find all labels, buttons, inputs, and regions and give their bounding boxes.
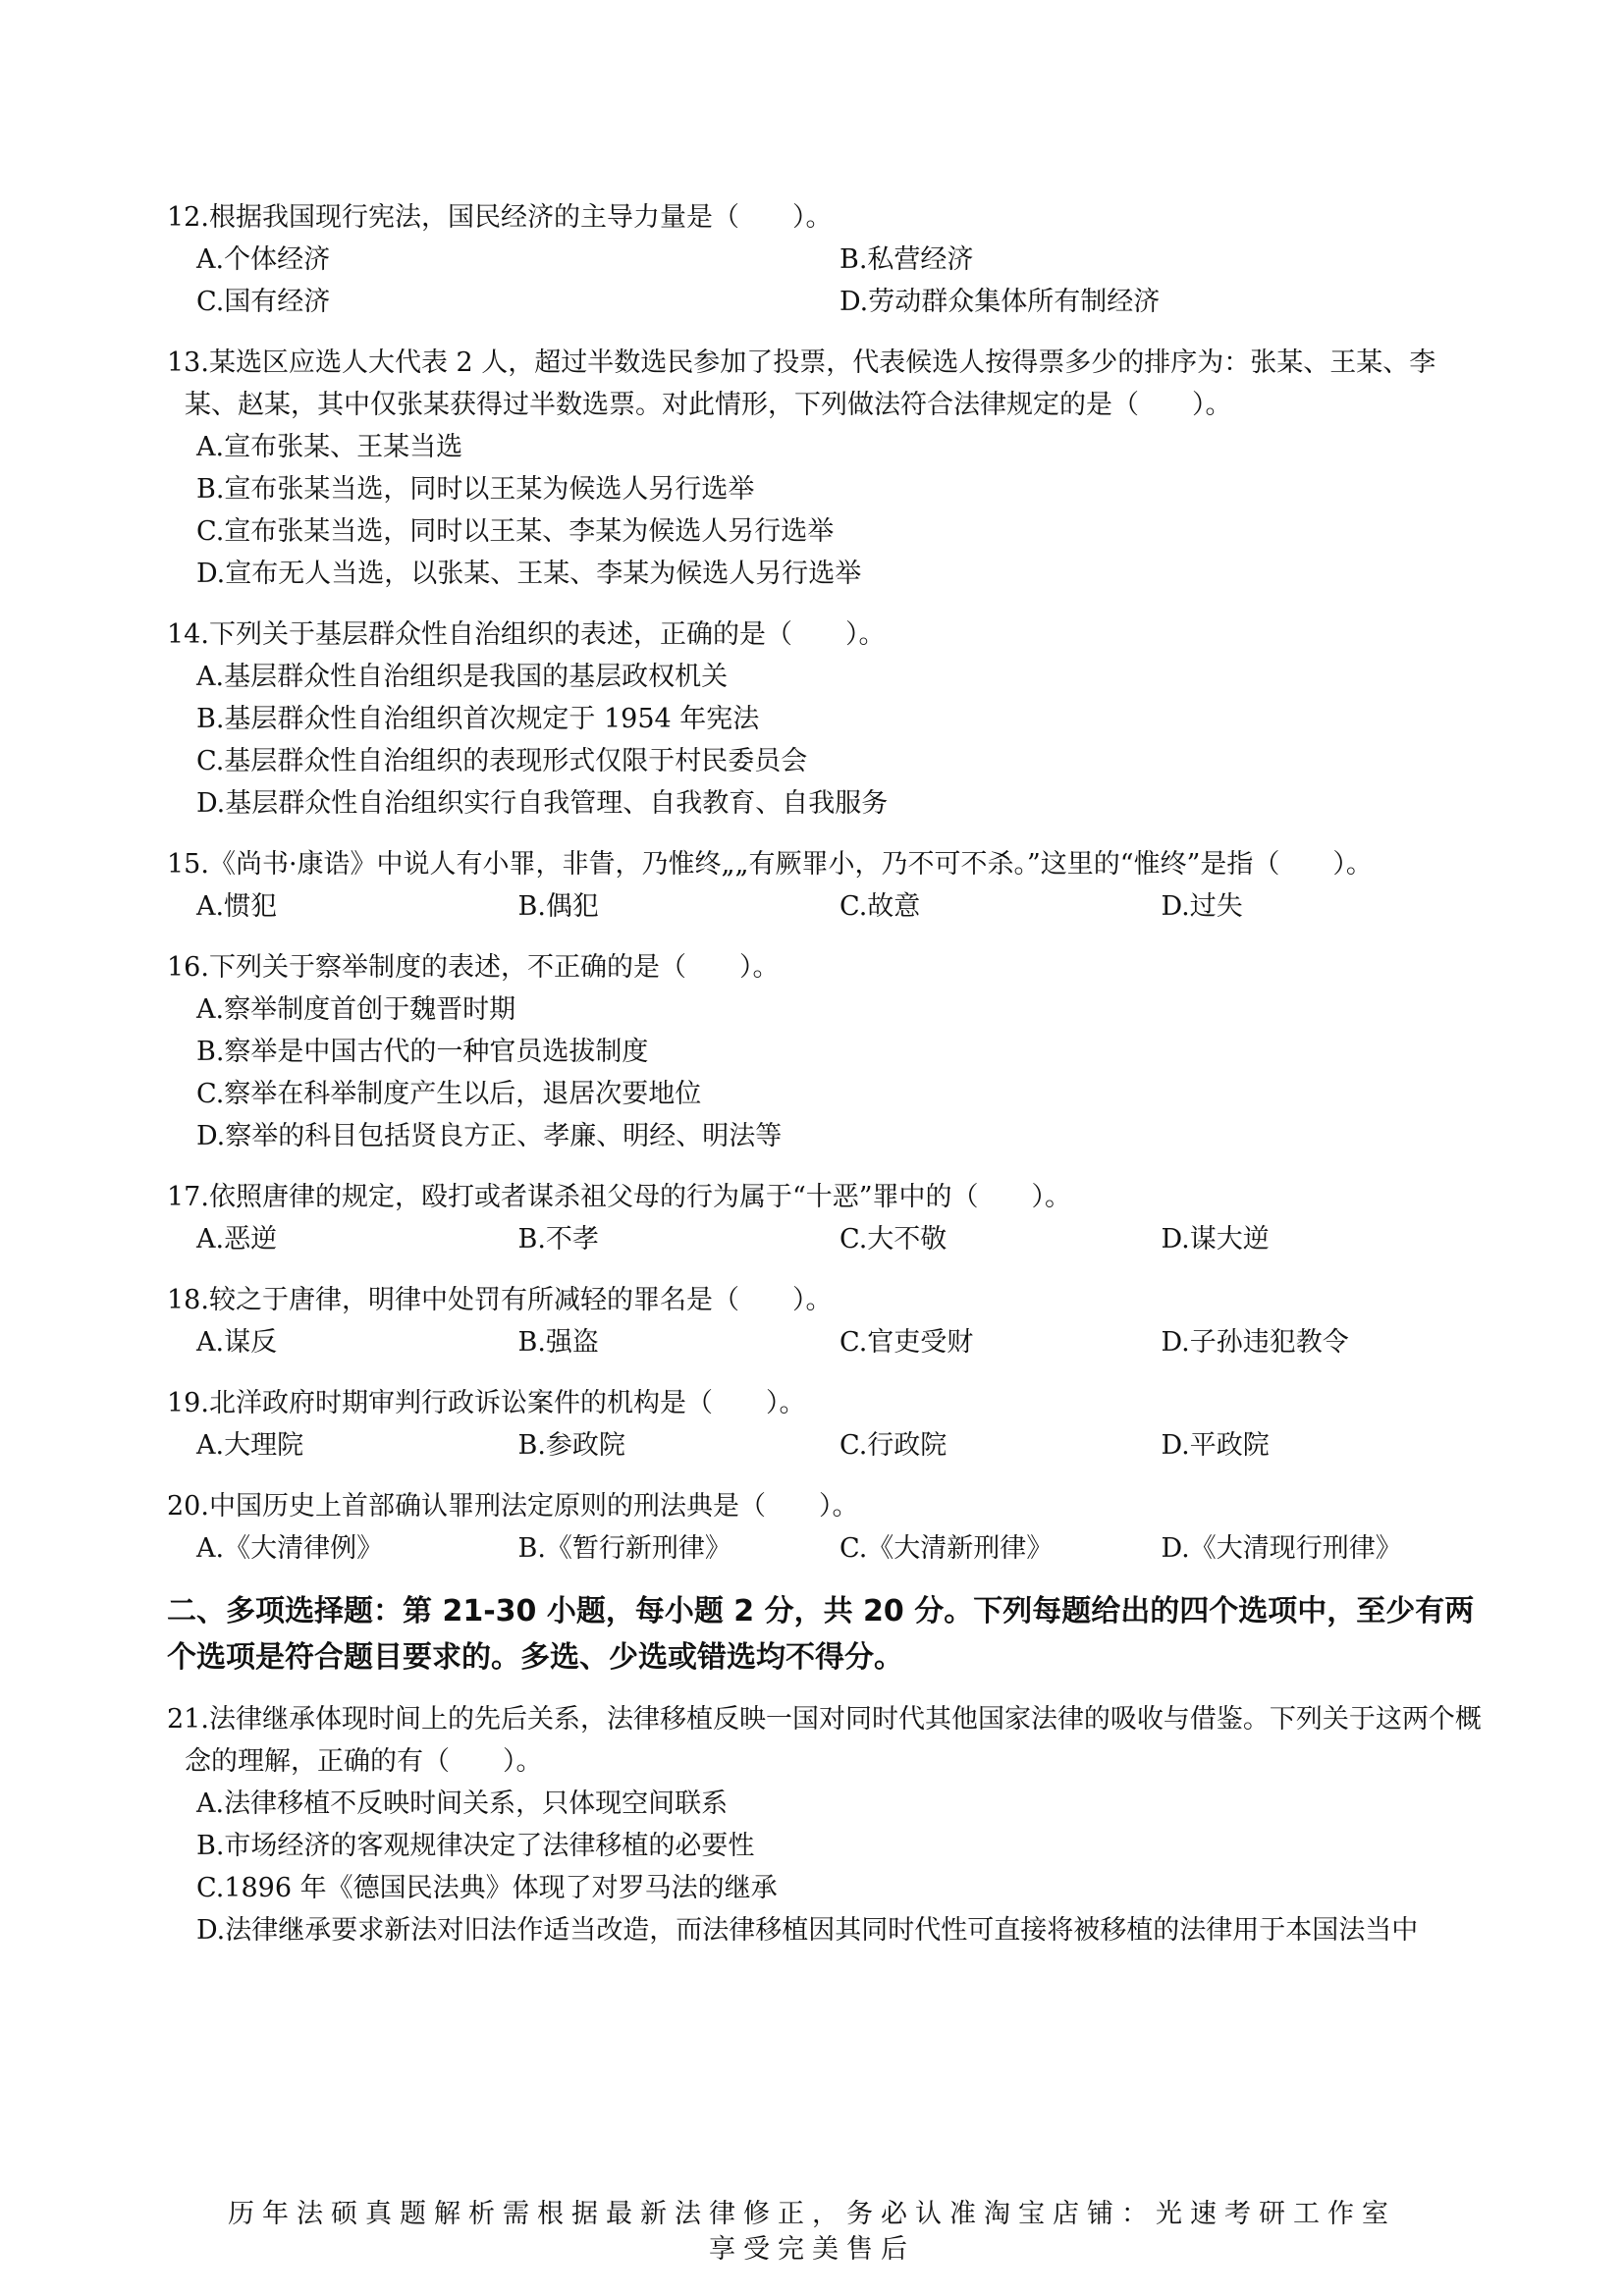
exam-content <box>167 196 1483 1970</box>
option-c: C.1896 年《德国民法典》体现了对罗马法的继承 <box>196 1873 778 1903</box>
section-title: 二、多项选择题：第 21-30 小题，每小题 2 分，共 20 分。下列每题给出的四个选项中，至少有两个选项是符合题目要求的。多选、少选或错选均不得分。 <box>167 1594 1475 1675</box>
option-c: C.官吏受财 <box>839 1327 974 1358</box>
option-b: B.市场经济的客观规律决定了法律移植的必要性 <box>196 1831 755 1861</box>
option-d: D.基层群众性自治组织实行自我管理、自我教育、自我服务 <box>196 788 889 819</box>
option-c: C.察举在科举制度产生以后，退居次要地位 <box>196 1079 702 1109</box>
question-stem: 16.下列关于察举制度的表述，不正确的是（ ）。 <box>167 952 780 983</box>
question-stem: 19.北洋政府时期审判行政诉讼案件的机构是（ ）。 <box>167 1388 806 1418</box>
question-19 <box>167 1382 1483 1467</box>
option-d: D.子孙违犯教令 <box>1161 1327 1349 1358</box>
question-stem: 18.较之于唐律，明律中处罚有所减轻的罪名是（ ）。 <box>167 1285 833 1315</box>
option-c: C.基层群众性自治组织的表现形式仅限于村民委员会 <box>196 746 808 776</box>
question-20 <box>167 1485 1483 1570</box>
option-a: A.察举制度首创于魏晋时期 <box>196 994 516 1025</box>
option-d: D.谋大逆 <box>1161 1224 1270 1255</box>
option-b: B.不孝 <box>517 1224 599 1255</box>
option-a: A.惯犯 <box>196 891 278 922</box>
question-stem: 20.中国历史上首部确认罪刑法定原则的刑法典是（ ）。 <box>167 1491 859 1522</box>
option-b: B.察举是中国古代的一种官员选拔制度 <box>196 1037 649 1067</box>
option-c: C.国有经济 <box>196 287 331 317</box>
question-18 <box>167 1279 1483 1363</box>
option-a: A.《大清律例》 <box>196 1533 384 1564</box>
option-d: D.宣布无人当选，以张某、王某、李某为候选人另行选举 <box>196 559 862 589</box>
option-d: D.劳动群众集体所有制经济 <box>839 287 1161 317</box>
option-d: D.过失 <box>1161 891 1243 922</box>
question-stem: 21.法律继承体现时间上的先后关系，法律移植反映一国对同时代其他国家法律的吸收与借鉴。下列关于这两个概念的理解，正确的有（ ）。 <box>167 1704 1482 1777</box>
footer-line-2: 享受完美售后 <box>709 2234 915 2265</box>
option-b: B.强盗 <box>517 1327 599 1358</box>
option-d: D.法律继承要求新法对旧法作适当改造，而法律移植因其同时代性可直接将被移植的法律用于本国法当中 <box>196 1915 1419 1946</box>
footer-line-1: 历年法硕真题解析需根据最新法律修正，务必认准淘宝店铺：光速考研工作室 <box>228 2199 1396 2229</box>
question-stem: 12.根据我国现行宪法，国民经济的主导力量是（ ）。 <box>167 202 833 233</box>
question-15 <box>167 843 1483 928</box>
option-a: A.谋反 <box>196 1327 278 1358</box>
option-c: C.大不敬 <box>839 1224 947 1255</box>
option-b: B.偶犯 <box>517 891 599 922</box>
option-b: B.《暂行新刑律》 <box>517 1533 731 1564</box>
option-b: B.参政院 <box>517 1430 625 1461</box>
question-14 <box>167 614 1483 825</box>
question-stem: 17.依照唐律的规定，殴打或者谋杀祖父母的行为属于“十恶”罪中的（ ）。 <box>167 1182 1072 1212</box>
option-c: C.宣布张某当选，同时以王某、李某为候选人另行选举 <box>196 516 835 547</box>
option-c: C.《大清新刑律》 <box>839 1533 1054 1564</box>
option-b: B.宣布张某当选，同时以王某为候选人另行选举 <box>196 474 755 505</box>
option-a: A.恶逆 <box>196 1224 278 1255</box>
question-12 <box>167 196 1483 323</box>
option-a: A.个体经济 <box>196 244 331 275</box>
question-stem: 13.某选区应选人大代表 2 人，超过半数选民参加了投票，代表候选人按得票多少的排序为：张某、王某、李某、赵某，其中仅张某获得过半数选票。对此情形，下列做法符合法律规定的是（ ）。 <box>167 347 1436 420</box>
question-13 <box>167 342 1483 595</box>
question-16 <box>167 946 1483 1157</box>
option-b: B.基层群众性自治组织首次规定于 1954 年宪法 <box>196 704 760 734</box>
option-a: A.大理院 <box>196 1430 304 1461</box>
question-stem: 14.下列关于基层群众性自治组织的表述，正确的是（ ）。 <box>167 619 886 650</box>
option-d: D.察举的科目包括贤良方正、孝廉、明经、明法等 <box>196 1121 783 1151</box>
option-a: A.基层群众性自治组织是我国的基层政权机关 <box>196 662 729 692</box>
option-d: D.平政院 <box>1161 1430 1270 1461</box>
option-c: C.行政院 <box>839 1430 947 1461</box>
footer-notice <box>0 2197 1624 2268</box>
option-a: A.宣布张某、王某当选 <box>196 432 463 462</box>
question-stem: 15.《尚书·康诰》中说人有小罪，非眚，乃惟终„„有厥罪小，乃不可不杀。”这里的“惟终”是指（ ）。 <box>167 849 1373 880</box>
option-c: C.故意 <box>839 891 921 922</box>
option-a: A.法律移植不反映时间关系，只体现空间联系 <box>196 1789 729 1819</box>
option-b: B.私营经济 <box>839 244 974 275</box>
option-d: D.《大清现行刑律》 <box>1161 1533 1402 1564</box>
question-17 <box>167 1176 1483 1260</box>
question-21 <box>167 1698 1483 1951</box>
